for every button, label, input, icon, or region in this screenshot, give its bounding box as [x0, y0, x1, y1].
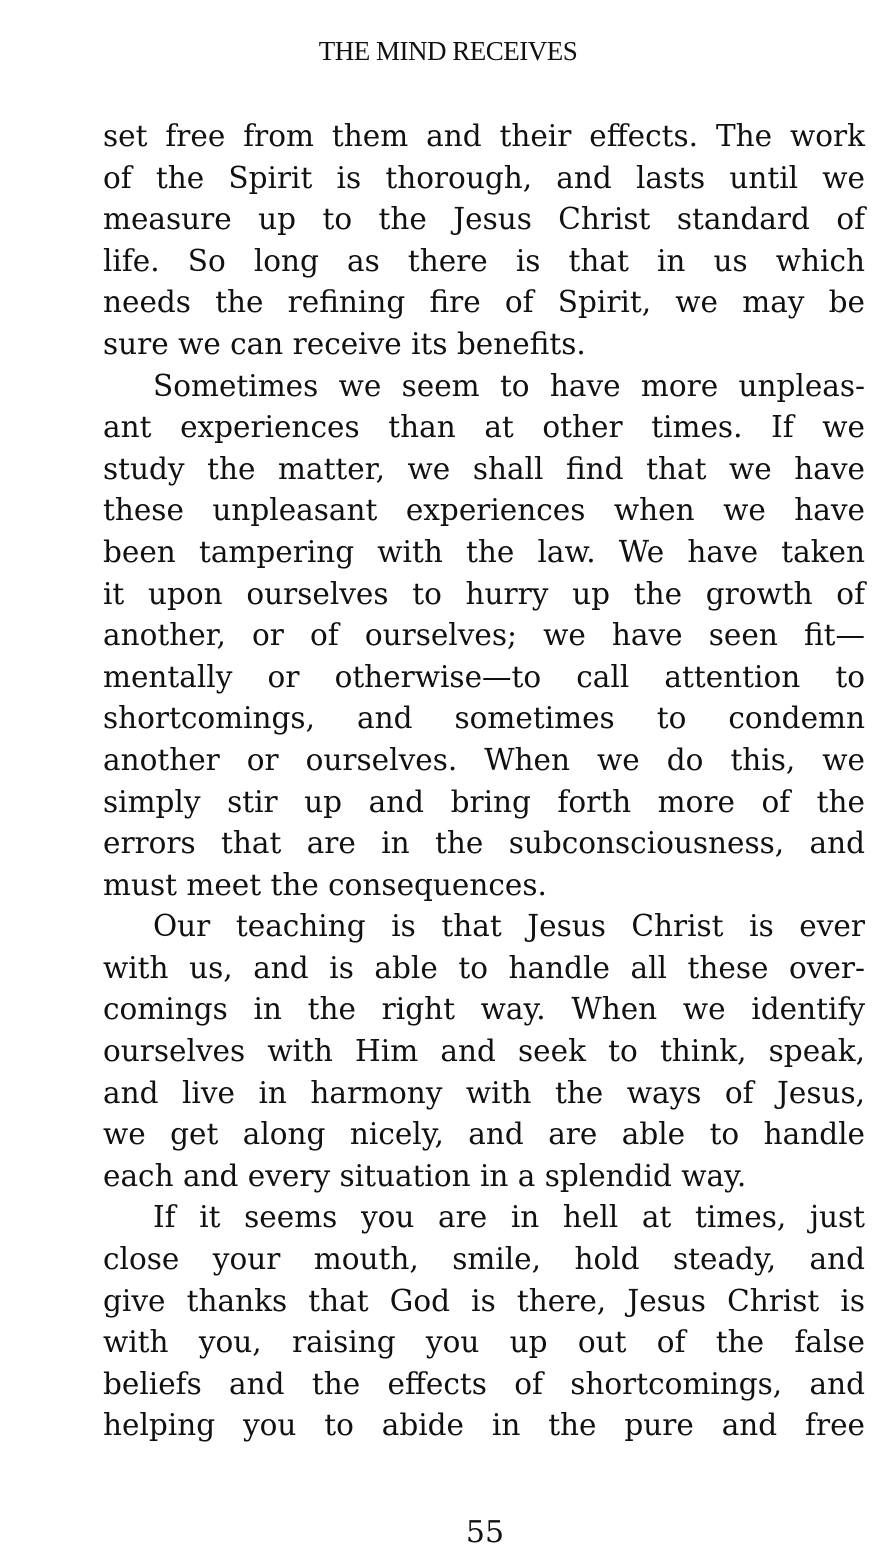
- text-line: measure up to the Jesus Christ standard of: [103, 202, 865, 237]
- text-line: If it seems you are in hell at times, just: [153, 1200, 865, 1235]
- text-line: life. So long as there is that in us which: [103, 243, 865, 278]
- text-line: study the matter, we shall find that we have: [103, 451, 865, 486]
- text-line: errors that are in the subconsciousness, and: [103, 826, 865, 861]
- text-line: with you, raising you up out of the false: [103, 1325, 865, 1360]
- text-line: mentally or otherwise—to call attention to: [103, 659, 865, 694]
- text-line: been tampering with the law. We have taken: [103, 534, 865, 569]
- text-line: shortcomings, and sometimes to condemn: [103, 701, 865, 736]
- text-line: set free from them and their effects. The work: [103, 119, 865, 153]
- text-line: sure we can receive its benefits.: [103, 326, 586, 361]
- text-line: Our teaching is that Jesus Christ is ever: [153, 909, 865, 944]
- text-line: comings in the right way. When we identify: [103, 992, 865, 1027]
- text-line: we get along nicely, and are able to handle: [103, 1117, 865, 1152]
- running-header: THE MIND RECEIVES: [318, 36, 578, 66]
- text-line: these unpleasant experiences when we have: [103, 493, 865, 528]
- page-number: 55: [465, 1515, 505, 1550]
- text-line: with us, and is able to handle all these over-: [103, 950, 865, 985]
- text-line: another or ourselves. When we do this, we: [103, 742, 865, 777]
- text-line: it upon ourselves to hurry up the growth of: [103, 576, 865, 611]
- text-line: beliefs and the effects of shortcomings, and: [103, 1366, 865, 1401]
- text-line: and live in harmony with the ways of Jesus,: [103, 1075, 865, 1110]
- text-line: must meet the consequences.: [103, 867, 547, 902]
- text-line: give thanks that God is there, Jesus Christ is: [103, 1283, 865, 1318]
- body-text: [103, 116, 865, 1447]
- text-line: close your mouth, smile, hold steady, and: [103, 1242, 865, 1277]
- text-line: ant experiences than at other times. If we: [103, 410, 865, 445]
- text-line: ourselves with Him and seek to think, speak,: [103, 1034, 865, 1069]
- text-line: another, or of ourselves; we have seen fit—: [103, 618, 865, 653]
- text-line: needs the refining fire of Spirit, we may be: [103, 285, 865, 320]
- text-line: Sometimes we seem to have more unpleas-: [153, 368, 865, 403]
- text-line: of the Spirit is thorough, and lasts until we: [103, 160, 865, 195]
- text-line: each and every situation in a splendid way.: [103, 1158, 747, 1193]
- text-line: simply stir up and bring forth more of the: [103, 784, 865, 819]
- text-line: helping you to abide in the pure and free: [103, 1408, 865, 1443]
